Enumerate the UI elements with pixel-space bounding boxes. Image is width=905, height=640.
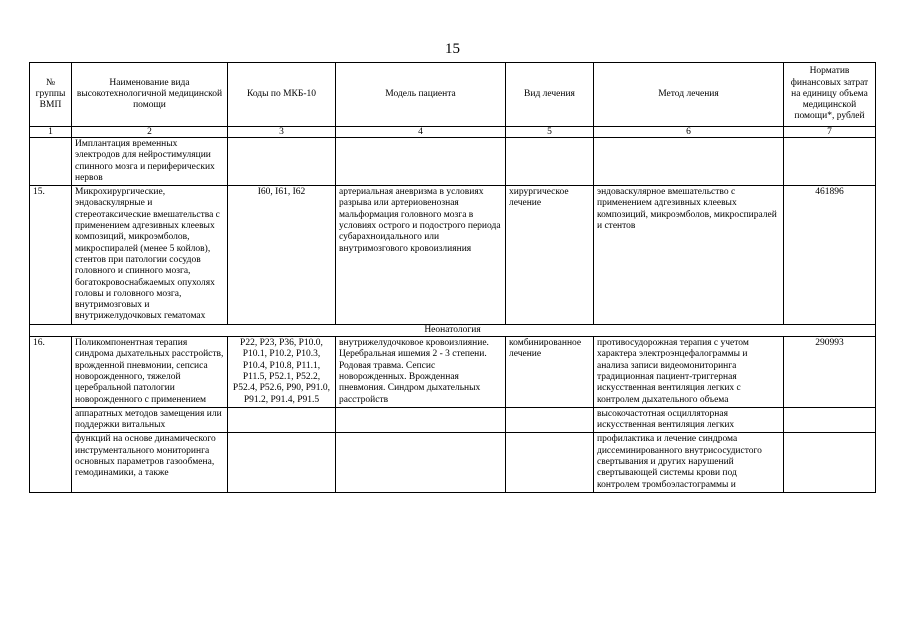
table-row-16-method-3 [30, 433, 876, 492]
column-number: 6 [594, 127, 784, 138]
table-row-continuation [30, 138, 876, 186]
treatment-type: хирургическое лечение [506, 186, 594, 325]
care-type-name: Микрохирургические, эндоваскулярные и стереотаксические вмешательства с применением адгезивных клеевых композиций, микроэмболов, микроспиралей (менее 5 койлов), стентов при патологии сосудов головного и спинного мозга, богатокровоснабжаемых опухолях головы и головного мозга, внутримозговых и внутрижелудочковых гематомах [72, 186, 228, 325]
header-treatment-type: Вид лечения [506, 63, 594, 127]
page-number: 15 [445, 41, 460, 57]
vmp-table [29, 62, 876, 493]
care-type-name: Имплантация временных электродов для нейростимуляции спинного мозга и периферических нервов [72, 138, 228, 186]
care-type-name: функций на основе динамического инструментального мониторинга основных параметров газообмена, гемодинамики, а также [72, 433, 228, 492]
table-row-16-method-2 [30, 407, 876, 433]
patient-model: артериальная аневризма в условиях разрыва или артериовенозная мальформация головного мозга в условиях острого и подострого периода субарахноидального или внутримозгового кровоизлияния [336, 186, 506, 325]
cost-norm: 290993 [784, 337, 876, 408]
icd-codes: I60, I61, I62 [228, 186, 336, 325]
group-number: 15. [30, 186, 72, 325]
icd-codes: P22, P23, P36, P10.0, P10.1, P10.2, P10.3, P10.4, P10.8, P11.1, P11.5, P52.1, P52.2, P52.4, P52.6, P90, P91.0, P91.2, P91.4, P91.5 [228, 337, 336, 408]
treatment-method: высокочастотная осцилляторная искусственная вентиляция легких [594, 407, 784, 433]
patient-model: внутрижелудочковое кровоизлияние. Церебральная ишемия 2 - 3 степени. Родовая травма. Сепсис новорожденных. Врожденная пневмония. Синдром дыхательных расстройств [336, 337, 506, 408]
group-number: 16. [30, 337, 72, 493]
header-cost-norm: Норматив финансовых затрат на единицу объема медицинской помощи*, рублей [784, 63, 876, 127]
care-type-name: аппаратных методов замещения или поддержки витальных [72, 407, 228, 433]
cost-norm: 461896 [784, 186, 876, 325]
treatment-method: эндоваскулярное вмешательство с применением адгезивных клеевых композиций, микроэмболов, микроспиралей и стентов [594, 186, 784, 325]
header-icd-codes: Коды по МКБ-10 [228, 63, 336, 127]
header-group-number: № группы ВМП [30, 63, 72, 127]
header-care-type: Наименование вида высокотехнологичной медицинской помощи [72, 63, 228, 127]
treatment-method: противосудорожная терапия с учетом характера электроэнцефалограммы и анализа записи видеомониторинга традиционная пациент-триггерная искусственная вентиляция легких с контролем дыхательного объема [594, 337, 784, 408]
header-row [30, 63, 876, 127]
column-number: 3 [228, 127, 336, 138]
treatment-type: комбинированное лечение [506, 337, 594, 408]
column-number: 1 [30, 127, 72, 138]
column-number-row [30, 127, 876, 138]
table-row-16 [30, 337, 876, 408]
column-number: 4 [336, 127, 506, 138]
column-number: 7 [784, 127, 876, 138]
column-number: 2 [72, 127, 228, 138]
header-treatment-method: Метод лечения [594, 63, 784, 127]
table-row-15 [30, 186, 876, 325]
section-row-neonatology [30, 324, 876, 336]
care-type-name: Поликомпонентная терапия синдрома дыхательных расстройств, врожденной пневмонии, сепсиса новорожденного, тяжелой церебральной патологии новорожденного с применением [72, 337, 228, 408]
section-title: Неонатология [30, 324, 876, 336]
column-number: 5 [506, 127, 594, 138]
treatment-method: профилактика и лечение синдрома диссеминированного внутрисосудистого свертывания и других нарушений свертывающей системы крови под контролем тромбоэластограммы и [594, 433, 784, 492]
header-patient-model: Модель пациента [336, 63, 506, 127]
